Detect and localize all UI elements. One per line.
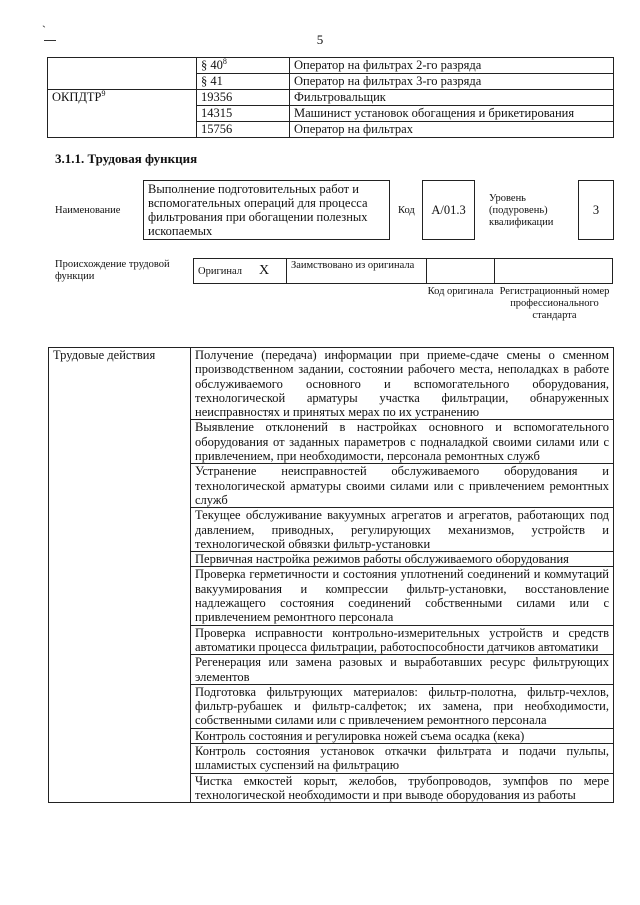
page-number: 5 — [316, 32, 324, 47]
labor-action-item: Контроль состояния установок откачки фильтрата и подачи пульпы, шламистых суспензий на фильтрацию — [191, 744, 614, 774]
origin-label: Происхождение трудовой функции — [55, 259, 170, 282]
labor-action-item: Устранение неисправностей обслуживаемого оборудования и технологической арматуры своими силами или с привлечением ремонтных служб — [191, 464, 614, 508]
labor-action-item: Получение (передача) информации при приеме-сдаче смены о сменном производственном задании, состоянии рабочего места, неполадках в работе обслуживаемого основного и вспомогательного оборудования, технологической арматуры участка фильтрации, обнаруженных неисправностях и принятых мерах по их устранению — [191, 348, 614, 420]
code-cell: 14315 — [197, 106, 290, 122]
code-table-row — [48, 58, 614, 74]
occupation-name-cell: Машинист установок обогащения и брикетирования — [290, 106, 614, 122]
origin-original-cell — [193, 258, 287, 284]
reg-number-caption: Регистрационный номер профессионального стандарта — [499, 286, 610, 321]
classifier-cell — [48, 122, 197, 138]
labor-action-item: Чистка емкостей корыт, желобов, трубопроводов, зумпфов по мере технологической необходимости и при выводе оборудования из работы — [191, 773, 614, 803]
section-title: 3.1.1. Трудовая функция — [55, 151, 198, 166]
code-cell: § 41 — [197, 74, 290, 90]
classifier-cell — [48, 58, 197, 74]
labor-action-item: Регенерация или замена разовых и выработавших ресурс фильтрующих элементов — [191, 655, 614, 685]
code-table-row — [48, 74, 614, 90]
occupation-name-cell: Оператор на фильтрах — [290, 122, 614, 138]
origin-original-mark: X — [259, 263, 270, 278]
labor-actions-table — [48, 347, 614, 803]
labor-action-item: Текущее обслуживание вакуумных агрегатов и агрегатов, работающих под давлением, приводных, регулирующих механизмов, устройств и технологической обвязки фильтр-установки — [191, 508, 614, 552]
labor-action-item: Проверка исправности контрольно-измерительных устройств и средств автоматики процесса фильтрации, работоспособности датчиков автоматики — [191, 625, 614, 655]
name-label: Наименование — [55, 205, 121, 216]
labor-action-item: Выявление отклонений в настройках основного и вспомогательного оборудования от заданных параметров с подналадкой своими силами или с привлечением, при необходимости, персонала ремонтных служб — [191, 420, 614, 464]
labor-action-row — [49, 348, 614, 420]
code-label: Код — [398, 205, 415, 216]
origin-row — [193, 258, 613, 284]
code-cell: § $40^8$ — [197, 58, 290, 74]
code-cell: 15756 — [197, 122, 290, 138]
function-name-box: Выполнение подготовительных работ и вспомогательных операций для процесса фильтрования при обогащении полезных ископаемых — [143, 180, 390, 240]
code-table-row — [48, 106, 614, 122]
qualification-level-box: 3 — [578, 180, 614, 240]
classifier-cell — [48, 74, 197, 90]
code-table-row — [48, 90, 614, 106]
labor-action-item: Первичная настройка режимов работы обслуживаемого оборудования — [191, 552, 614, 567]
labor-action-item: Проверка герметичности и состояния уплотнений соединений и коммутаций вакуумирования и компрессии фильтр-установки, восстановление надлежащего состояния соединений собственными силами или с привлечением ремонтного персонала — [191, 567, 614, 625]
occupation-name-cell: Оператор на фильтрах 2-го разряда — [290, 58, 614, 74]
classifier-cell — [48, 106, 197, 122]
origin-original-label: Оригинал — [198, 266, 242, 277]
occupation-name-cell: Оператор на фильтрах 3-го разряда — [290, 74, 614, 90]
origin-reg-number-cell — [494, 258, 613, 284]
classifier-cell: ОКПДТР$^9$ — [48, 90, 197, 106]
labor-action-item: Подготовка фильтрующих материалов: фильтр-полотна, фильтр-чехлов, фильтр-рубашек и фильтр-салфеток; их замена, при необходимости, собственными силами или с привлечением ремонтного персонала — [191, 684, 614, 728]
labor-actions-label: Трудовые действия — [49, 348, 191, 803]
corner-tick-mark: ˏ — [42, 14, 46, 28]
code-table-row — [48, 122, 614, 138]
labor-action-item: Контроль состояния и регулировка ножей съема осадка (кека) — [191, 728, 614, 743]
function-code-box: А/01.3 — [422, 180, 475, 240]
occupation-codes-table — [47, 57, 614, 138]
code-cell: 19356 — [197, 90, 290, 106]
origin-code-cell — [426, 258, 495, 284]
occupation-name-cell: Фильтровальщик — [290, 90, 614, 106]
original-code-caption: Код оригинала — [427, 286, 494, 297]
origin-borrowed-cell: Заимствовано из оригинала — [286, 258, 427, 284]
qualification-level-label: Уровень (подуровень) квалификации — [489, 193, 554, 228]
